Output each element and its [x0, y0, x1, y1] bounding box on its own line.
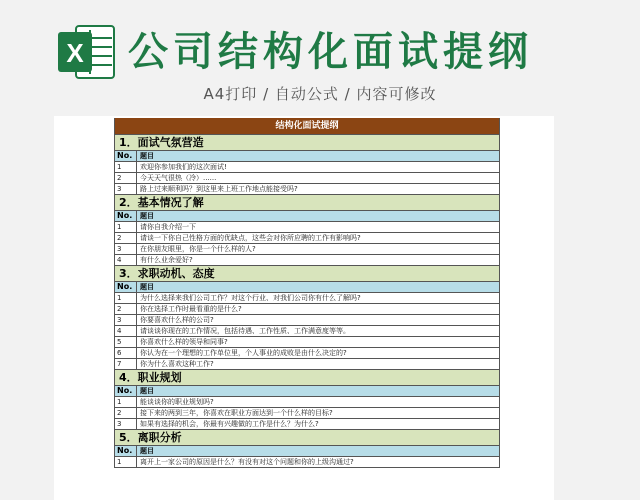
question-text: 路上过来顺利吗？到这里来上班工作地点能接受吗?: [140, 185, 298, 193]
column-header-question: 题目: [140, 387, 154, 395]
question-number: 4: [115, 255, 137, 265]
table-row: [115, 162, 499, 173]
question-text: 能谈谈你的职业规划吗?: [140, 398, 214, 406]
question-text: 离开上一家公司的原因是什么？有没有对这个问题和你的上级沟通过?: [140, 458, 354, 466]
table-row: [115, 359, 499, 370]
question-number: 7: [115, 359, 137, 369]
table-row: [115, 255, 499, 266]
column-header-row: [115, 282, 499, 293]
question-text: 接下来的两到三年，你喜欢在职业方面达到一个什么样的目标?: [140, 409, 333, 417]
question-number: 2: [115, 304, 137, 314]
table-row: [115, 315, 499, 326]
table-row: [115, 244, 499, 255]
question-number: 1: [115, 457, 137, 467]
question-number: 1: [115, 222, 137, 232]
question-text: 你认为在一个理想的工作单位里，个人事业的成败是由什么决定的?: [140, 349, 347, 357]
column-header-no: No.: [115, 211, 137, 221]
column-header-row: [115, 446, 499, 457]
question-text: 有什么业余爱好?: [140, 256, 193, 264]
question-number: 6: [115, 348, 137, 358]
section-title: 2．基本情况了解: [115, 195, 499, 211]
table-row: [115, 408, 499, 419]
column-header-question: 题目: [140, 212, 154, 220]
question-text: 请谈一下你自己性格方面的优缺点，这些会对你所应聘的工作有影响吗?: [140, 234, 361, 242]
question-text: 你在选择工作时最看重的是什么?: [140, 305, 242, 313]
banner: [0, 0, 640, 116]
column-header-no: No.: [115, 282, 137, 292]
section-title: 1．面试气氛营造: [115, 135, 499, 151]
section-title: 3．求职动机、态度: [115, 266, 499, 282]
column-header-no: No.: [115, 446, 137, 456]
page-title: 公司结构化面试提纲: [128, 29, 533, 75]
column-header-row: [115, 386, 499, 397]
excel-icon-letter: X: [66, 38, 84, 68]
table-row: [115, 184, 499, 195]
column-header-question: 题目: [140, 152, 154, 160]
question-text: 你喜欢什么样的领导和同事?: [140, 338, 228, 346]
question-number: 3: [115, 419, 137, 429]
question-number: 2: [115, 408, 137, 418]
table-row: [115, 173, 499, 184]
table-row: [115, 397, 499, 408]
question-text: 在你朋友眼里，你是一个什么样的人?: [140, 245, 256, 253]
question-number: 2: [115, 173, 137, 183]
section-title: 4．职业规划: [115, 370, 499, 386]
question-text: 今天天气很热（冷）......: [140, 174, 217, 182]
table-row: [115, 457, 499, 468]
spreadsheet-page: [54, 116, 554, 500]
column-header-question: 题目: [140, 283, 154, 291]
interview-outline-table: [114, 118, 500, 468]
question-number: 3: [115, 315, 137, 325]
table-row: [115, 419, 499, 430]
table-row: [115, 304, 499, 315]
excel-icon: [54, 20, 118, 84]
question-number: 4: [115, 326, 137, 336]
column-header-no: No.: [115, 151, 137, 161]
table-row: [115, 326, 499, 337]
table-row: [115, 222, 499, 233]
question-number: 1: [115, 293, 137, 303]
question-number: 2: [115, 233, 137, 243]
table-row: [115, 293, 499, 304]
column-header-row: [115, 211, 499, 222]
question-number: 3: [115, 184, 137, 194]
question-number: 1: [115, 162, 137, 172]
question-number: 3: [115, 244, 137, 254]
page-subtitle: A4打印 / 自动公式 / 内容可修改: [203, 85, 437, 103]
question-text: 请谈谈你现在的工作情况，包括待遇、工作性质、工作满意度等等。: [140, 327, 350, 335]
column-header-question: 题目: [140, 447, 154, 455]
table-title: 结构化面试提纲: [115, 118, 499, 135]
question-text: 为什么选择来我们公司工作？对这个行业、对我们公司你有什么了解吗?: [140, 294, 361, 302]
column-header-row: [115, 151, 499, 162]
question-text: 你为什么喜欢这种工作?: [140, 360, 214, 368]
question-number: 5: [115, 337, 137, 347]
question-number: 1: [115, 397, 137, 407]
column-header-no: No.: [115, 386, 137, 396]
table-row: [115, 348, 499, 359]
question-text: 你要喜欢什么样的公司?: [140, 316, 214, 324]
question-text: 如果有选择的机会，你最有兴趣做的工作是什么？为什么?: [140, 420, 319, 428]
table-row: [115, 233, 499, 244]
question-text: 欢迎你参加我们的这次面试!: [140, 163, 227, 171]
table-row: [115, 337, 499, 348]
question-text: 请你自我介绍一下: [140, 223, 196, 231]
section-title: 5．离职分析: [115, 430, 499, 446]
